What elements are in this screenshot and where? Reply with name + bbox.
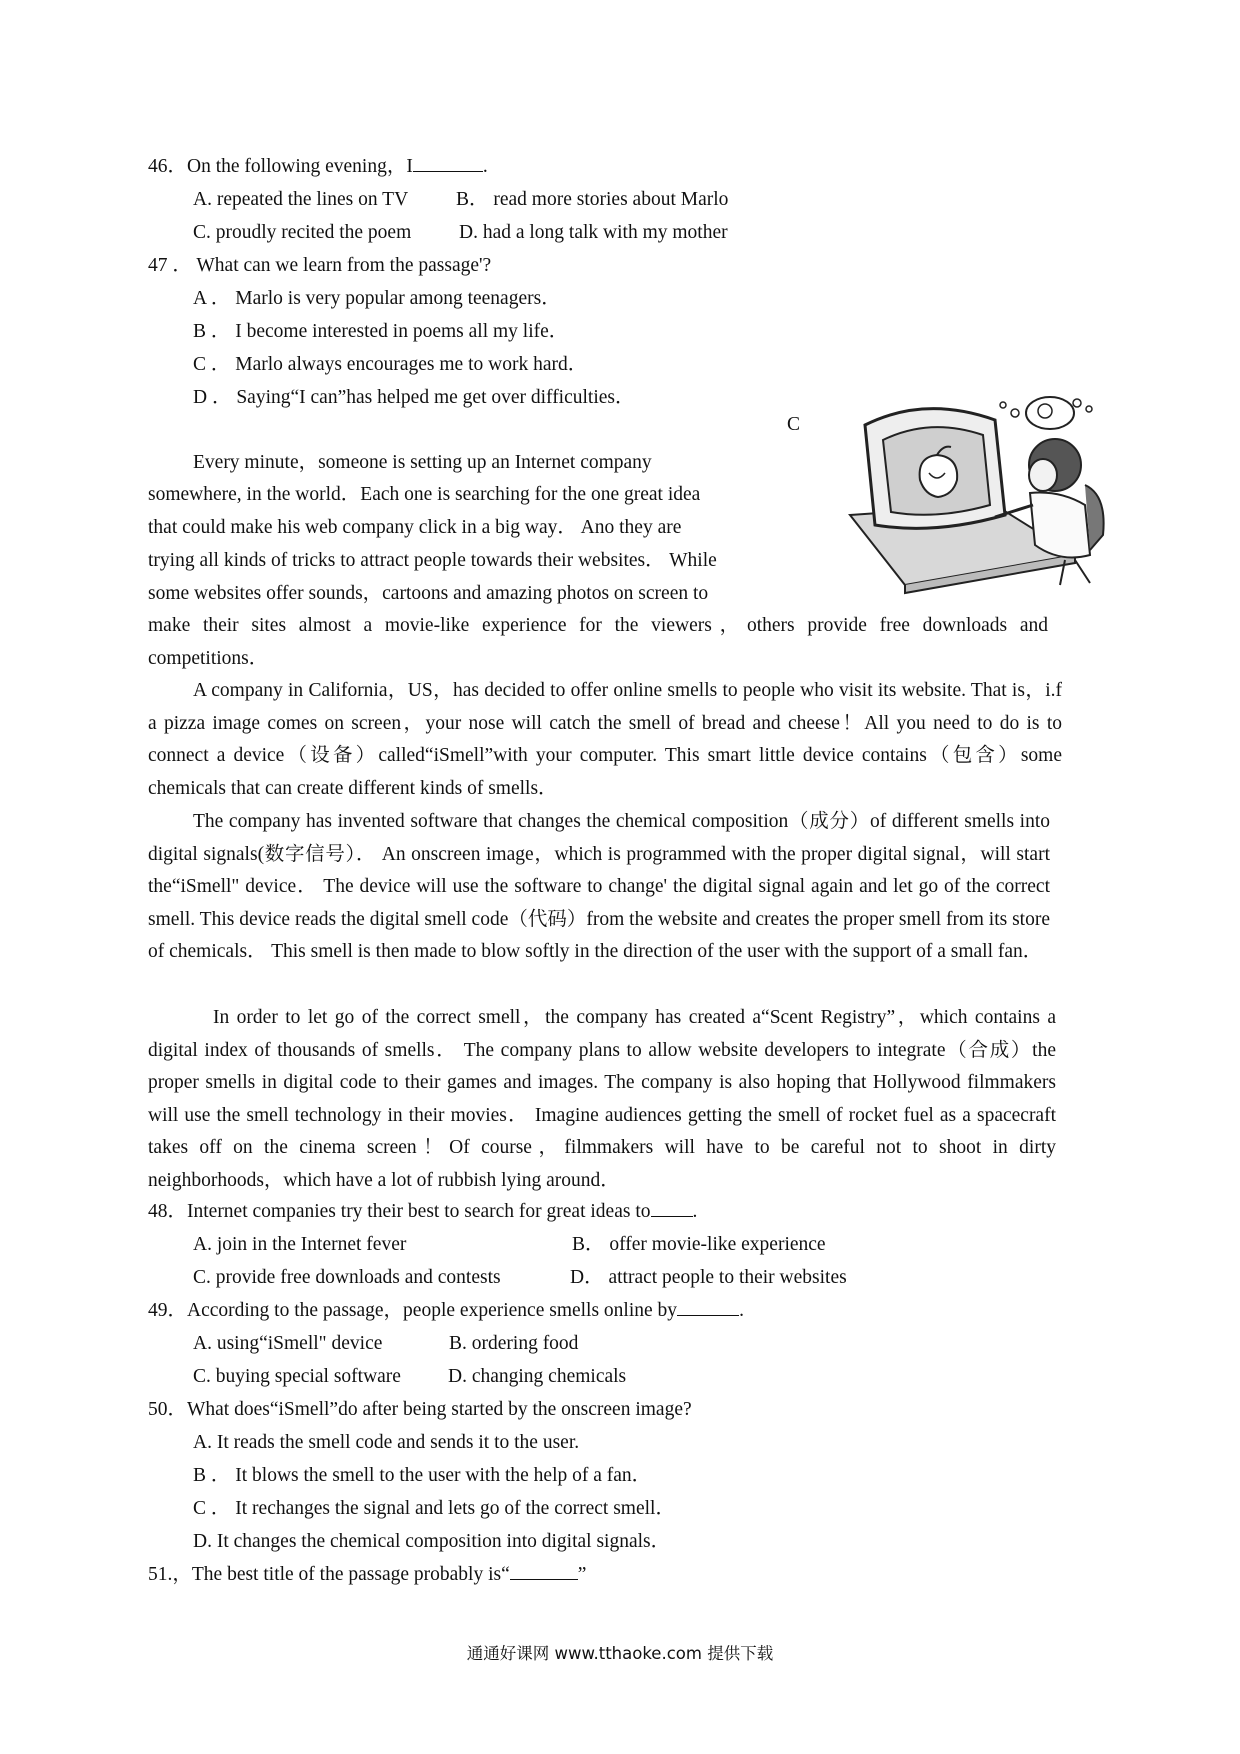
question-46-stem: 46．On the following evening，I . — [148, 153, 488, 181]
question-50-option-d: D. It changes the chemical composition into digital signals． — [193, 1531, 671, 1552]
passage-p1-line3: that could make his web company click in a big way． Ano they are — [148, 517, 682, 538]
question-46-option-c: C. proudly recited the poem — [193, 222, 412, 243]
passage-p1-rest: make their sites almost a movie-like experience for the viewers，others provide free downloads and competitions． — [148, 615, 1048, 669]
section-label: C — [787, 414, 801, 435]
question-47-option-b: B ． I become interested in poems all my life． — [193, 321, 569, 342]
passage-p1-line1: Every minute，someone is setting up an Internet company — [193, 452, 652, 473]
passage-p1-line4: trying all kinds of tricks to attract people towards their websites． While — [148, 550, 717, 571]
computer-user-illustration — [845, 395, 1115, 595]
question-46-option-d: D. had a long talk with my mother — [459, 222, 728, 243]
question-48-stem: 48．Internet companies try their best to search for great ideas to . — [148, 1198, 697, 1226]
question-50-option-c: C ． It rechanges the signal and lets go of the correct smell． — [193, 1498, 675, 1519]
question-48-option-d: D． attract people to their websites — [570, 1267, 847, 1288]
question-49-option-a: A. using“iSmell" device — [193, 1333, 383, 1354]
answer-blank — [677, 1297, 739, 1316]
passage-p1-line5: some websites offer sounds，cartoons and amazing photos on screen to — [148, 583, 709, 604]
answer-blank — [651, 1198, 693, 1217]
question-49-option-c: C. buying special software — [193, 1366, 401, 1387]
question-46-option-b: B． read more stories about Marlo — [456, 189, 729, 210]
passage-p1-line2: somewhere, in the world．Each one is searching for the one great idea — [148, 484, 701, 505]
answer-blank — [413, 153, 483, 172]
question-47-option-a: A ． Marlo is very popular among teenagers． — [193, 288, 561, 309]
answer-blank — [510, 1561, 578, 1580]
passage-p4: In order to let go of the correct smell，the company has created a“Scent Registry”，which contains a digital index of thousands of smells． The company plans to allow website developers to integrate（合成）the proper smells in digital code to their games and images. The company is also hoping that Hollywood filmmakers will use the smell technology in their movies． Imagine audiences getting the smell of rocket fuel as a spacecraft takes off on the cinema screen！Of course，filmmakers will have to be careful not to shoot in dirty neighborhoods，which have a lot of rubbish lying around． — [148, 1007, 1056, 1191]
question-49-option-b: B. ordering food — [449, 1333, 579, 1354]
question-48-option-a: A. join in the Internet fever — [193, 1234, 407, 1255]
question-50-option-b: B ． It blows the smell to the user with the help of a fan． — [193, 1465, 652, 1486]
question-47-stem: 47 ． What can we learn from the passage'? — [148, 255, 492, 276]
passage-p3: The company has invented software that changes the chemical composition（成分）of different smells into digital signals(数字信号）． An onscreen image，which is programmed with the proper digital signal，will start the“iSmell" device． The device will use the software to change' the digital signal again and let go of the correct smell. This device reads the digital smell code（代码）from the website and creates the proper smell from its store of chemicals． This smell is then made to blow softly in the direction of the user with the support of a small fan． — [148, 811, 1050, 963]
question-48-option-b: B． offer movie-like experience — [572, 1234, 826, 1255]
question-50-stem: 50．What does“iSmell”do after being started by the onscreen image? — [148, 1399, 692, 1420]
question-49-stem: 49．According to the passage，people experience smells online by . — [148, 1297, 744, 1325]
question-47-option-d: D ． Saying“I can”has helped me get over difficulties． — [193, 387, 635, 408]
question-47-option-c: C ． Marlo always encourages me to work hard． — [193, 354, 588, 375]
question-50-option-a: A. It reads the smell code and sends it to the user. — [193, 1432, 580, 1453]
page-footer: 通通好课网 www.tthaoke.com 提供下载 — [466, 1644, 774, 1663]
passage-p2: A company in California，US，has decided to offer online smells to people who visit its website. That is，i.f a pizza image comes on screen，your nose will catch the smell of bread and cheese！All you need to do is to connect a device（设备）called“iSmell”with your computer. This smart little device contains（包含）some chemicals that can create different kinds of smells． — [148, 680, 1062, 799]
question-46-option-a: A. repeated the lines on TV — [193, 189, 409, 210]
question-48-option-c: C. provide free downloads and contests — [193, 1267, 501, 1288]
question-51-stem: 51.，The best title of the passage probably is“ ” — [148, 1561, 586, 1589]
question-49-option-d: D. changing chemicals — [448, 1366, 627, 1387]
